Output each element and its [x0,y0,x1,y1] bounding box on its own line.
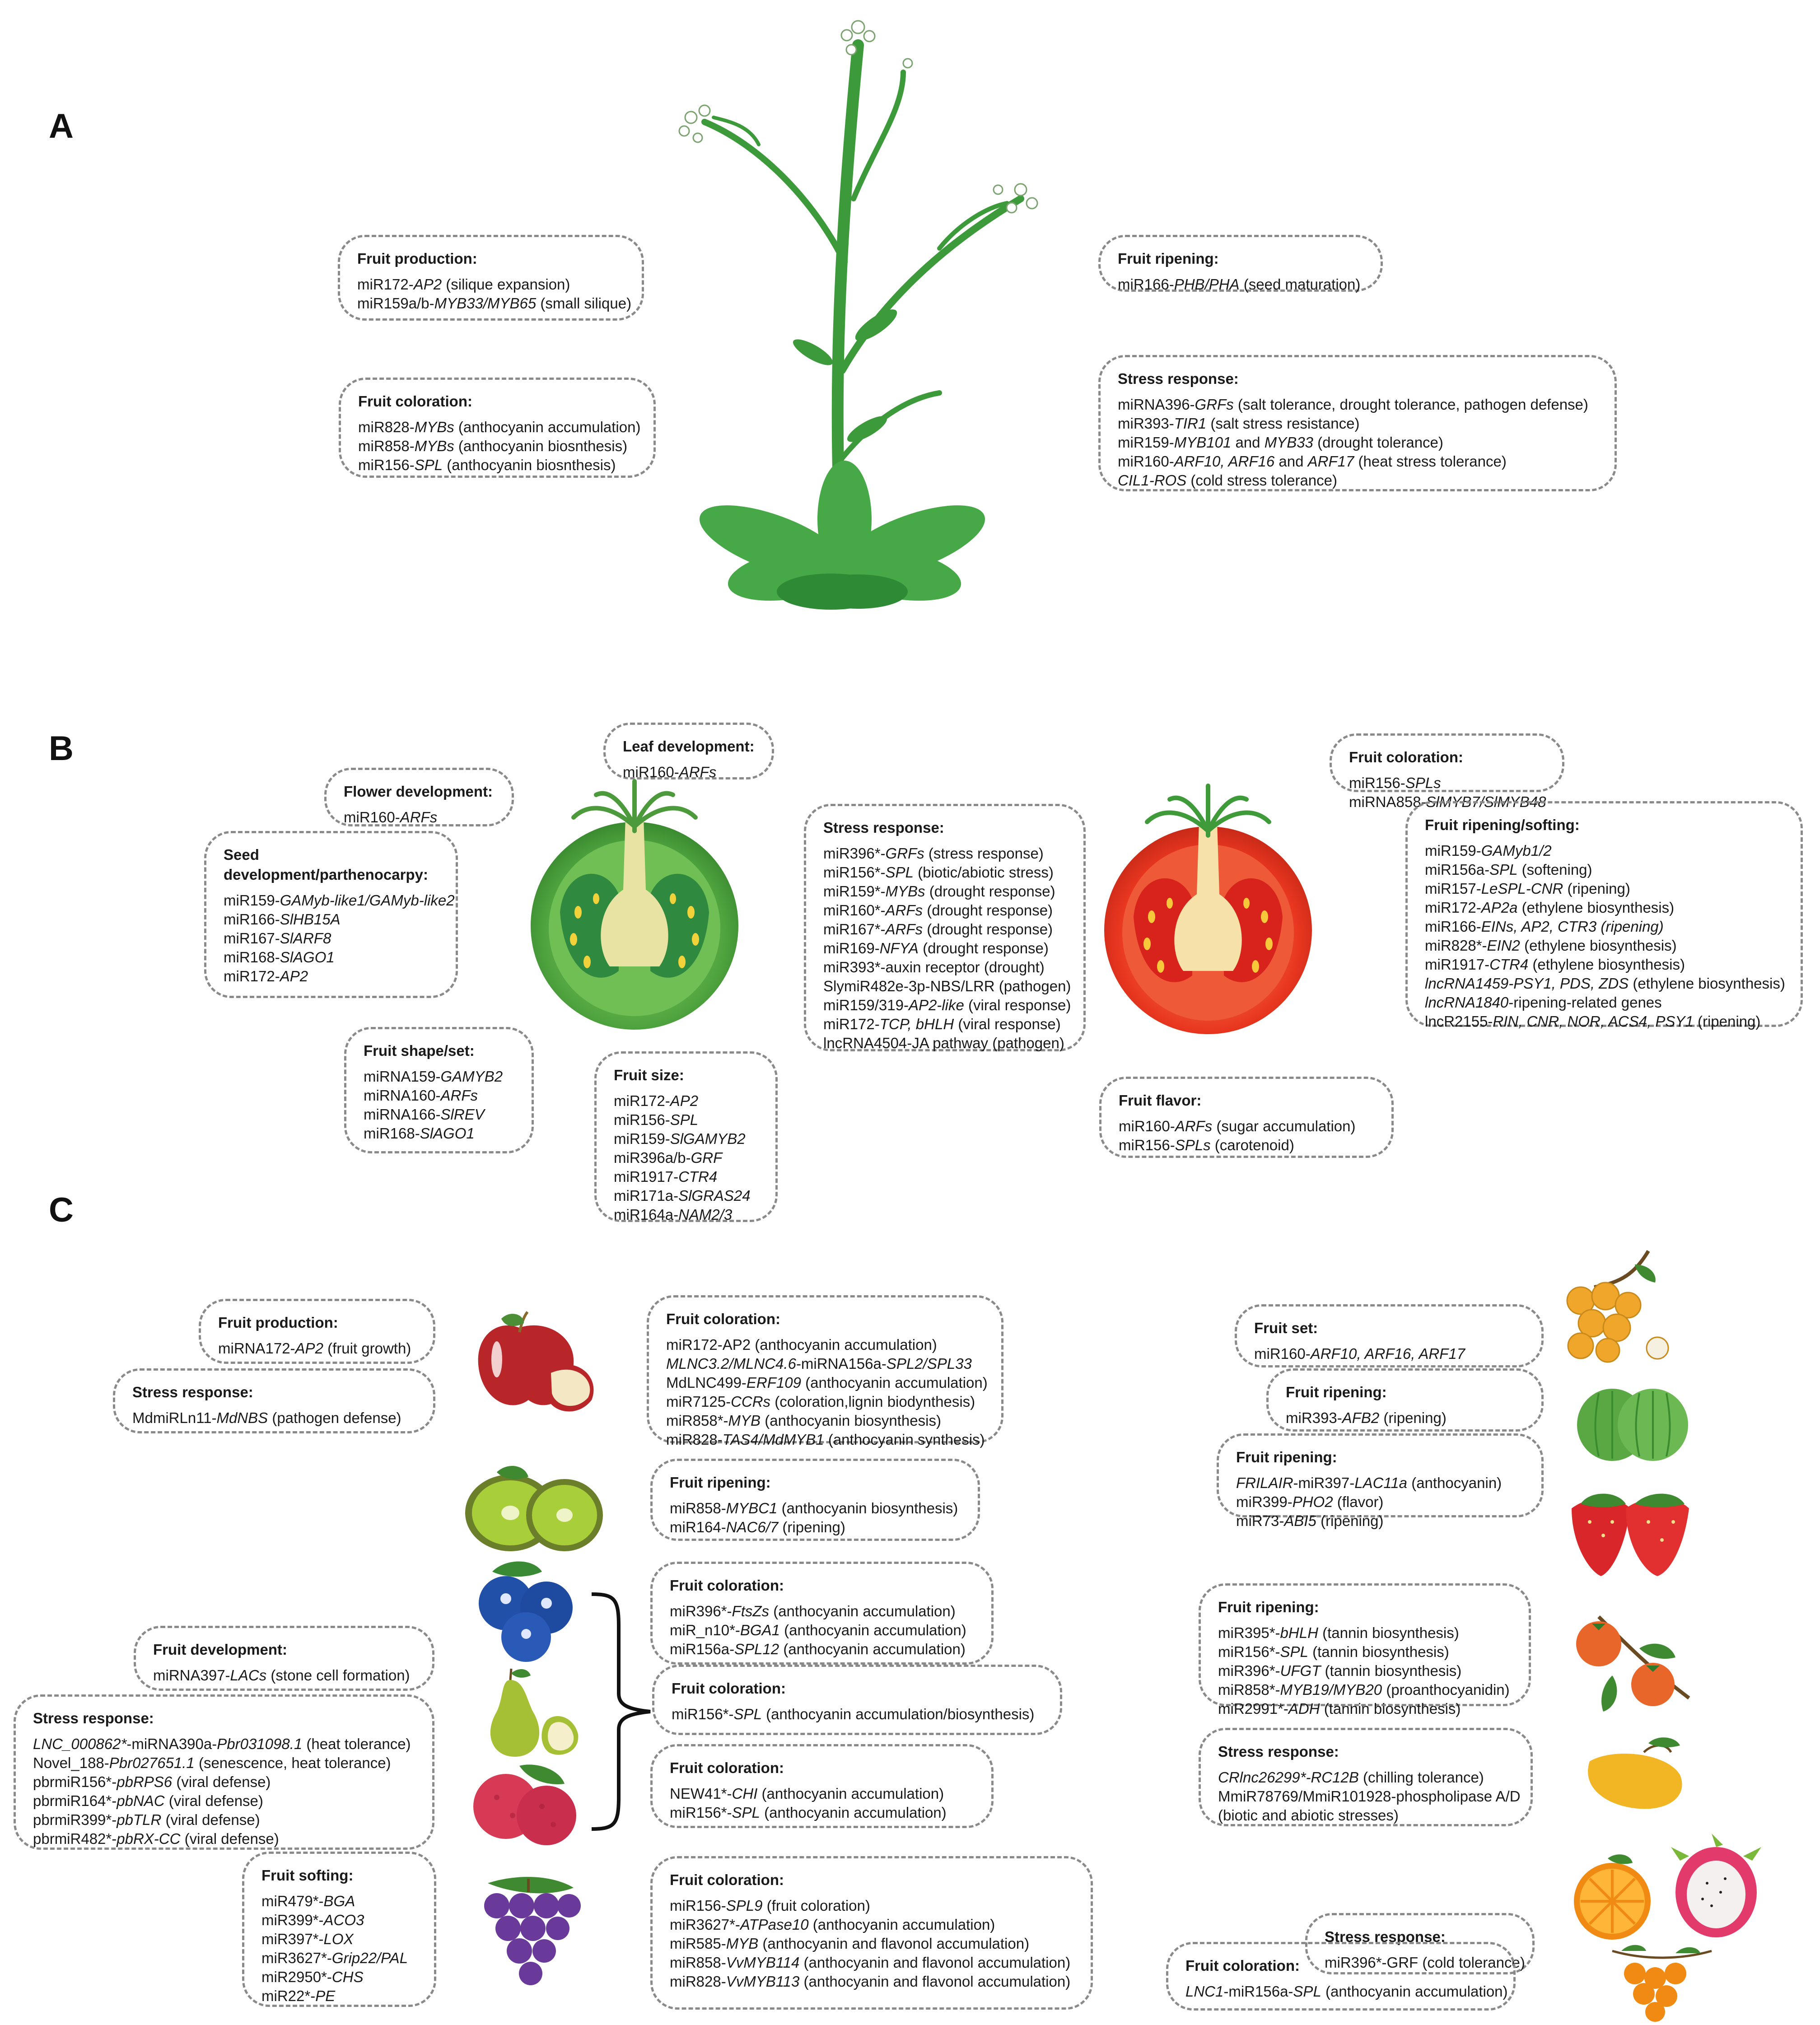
regulation-entry: miR399-PHO2 (flavor) [1236,1493,1384,1510]
box-b-fruit-size [594,1051,778,1222]
regulation-entry: miR396*-UFGT (tannin biosynthesis) [1218,1662,1462,1679]
regulation-entry: miR393-AFB2 (ripening) [1286,1409,1447,1426]
box-title: Stress response: [33,1710,154,1726]
regulation-entry: miR160-ARF10, ARF16, ARF17 [1254,1345,1465,1362]
regulation-entry: miR399*-ACO3 [261,1912,364,1928]
box-b-fruit-coloration [1330,733,1564,810]
regulation-entry: miR_n10*-BGA1 (anthocyanin accumulation) [670,1622,966,1638]
box-title: Fruit ripening: [1218,1599,1319,1615]
box-b-fruit-shape-set [344,1027,534,1153]
regulation-entry: miR3627*-Grip22/PAL [261,1950,408,1966]
box-c-pear-stress-response [14,1694,434,1850]
box-c-mango-stress-response [1199,1728,1533,1826]
regulation-entry: miR160-ARFs (sugar accumulation) [1119,1118,1356,1134]
regulation-entry: CRlnc26299*-RC12B (chilling tolerance) [1218,1769,1484,1786]
box-title: Fruit coloration: [666,1311,780,1327]
box-title: Fruit coloration: [358,393,472,410]
box-b-flower-development [324,768,514,826]
regulation-entry: miRNA159-GAMYB2 [364,1068,503,1085]
box-title: Leaf development: [623,738,755,755]
box-title: Fruit coloration: [670,1577,784,1594]
regulation-entry: miR171a-SlGRAS24 [614,1187,751,1204]
regulation-entry: miR166-EINs, AP2, CTR3 (ripening) [1425,918,1664,935]
box-title: Fruit coloration: [670,1759,784,1776]
regulation-entry: miR168-SlAGO1 [224,949,335,966]
box-title: Fruit production: [357,250,477,267]
regulation-entry: miR156-SPLs [1349,775,1441,791]
melon-icon [1576,1382,1689,1463]
box-b-seed-development [204,831,458,998]
regulation-entry: miR396*-FtsZs (anthocyanin accumulation) [670,1603,956,1619]
box-title: Fruit production: [218,1314,338,1331]
citrus-icon [1567,1852,1657,1942]
box-title: Fruit set: [1254,1320,1318,1336]
regulation-entry: pbrmiR164*-pbNAC (viral defense) [33,1792,263,1809]
regulation-entry: miR156-SPL (anthocyanin biosnthesis) [358,457,616,473]
box-title: Fruit coloration: [670,1871,784,1888]
regulation-entry: miR2950*-CHS [261,1969,364,1985]
regulation-entry: miR858-MYBs (anthocyanin biosnthesis) [358,438,628,454]
box-a-fruit-production [338,235,644,321]
box-c-lychee-fruit-coloration [650,1744,994,1828]
regulation-entry: miR172-AP2 [224,968,308,985]
regulation-entry: miR172-AP2a (ethylene biosynthesis) [1425,899,1675,916]
box-title: Fruit shape/set: [364,1042,475,1059]
red-tomato-illustration [1102,781,1314,1034]
regulation-entry: miR172-AP2 (silique expansion) [357,276,570,293]
regulation-entry: miR585-MYB (anthocyanin and flavonol accumulation) [670,1935,1030,1952]
box-title: Fruit ripening: [1286,1384,1387,1400]
regulation-entry: miR828*-EIN2 (ethylene biosynthesis) [1425,937,1677,954]
regulation-entry: miR393*-auxin receptor (drought) [823,959,1045,975]
regulation-entry: miRNA396-GRFs (salt tolerance, drought tolerance, pathogen defense) [1118,396,1588,413]
regulation-entry: FRILAIR-miR397-LAC11a (anthocyanin) [1236,1474,1502,1491]
regulation-entry: miR172-AP2 [614,1092,699,1109]
box-b-fruit-ripening-softing [1405,801,1803,1030]
regulation-entry: miR167*-ARFs (drought response) [823,921,1053,938]
box-a-fruit-coloration [339,378,656,478]
regulation-entry: miR156-SPL9 (fruit coloration) [670,1897,870,1914]
box-b-stress-response [804,804,1086,1051]
regulation-entry: miR159a/b-MYB33/MYB65 (small silique) [357,295,632,312]
regulation-entry: miR156*-SPL (biotic/abiotic stress) [823,864,1054,881]
box-c-persimmon-fruit-ripening [1199,1583,1531,1717]
regulation-entry: miR167-SlARF8 [224,930,331,947]
regulation-entry: miR164a-NAM2/3 [614,1206,733,1223]
box-c-kiwi-fruit-ripening [650,1459,980,1541]
regulation-entry: lncRNA4504-JA pathway (pathogen) [823,1035,1064,1051]
regulation-entry: miR828-TAS4/MdMYB1 (anthocyanin synthesis) [666,1431,985,1448]
regulation-entry: miR858-MYBC1 (anthocyanin biosynthesis) [670,1500,958,1516]
regulation-entry: miR156-SPLs (carotenoid) [1119,1137,1294,1153]
box-title: Fruit development: [153,1641,288,1658]
box-title: Fruit ripening: [1236,1449,1337,1465]
regulation-entry: CIL1-ROS (cold stress tolerance) [1118,472,1338,489]
regulation-entry: MdLNC499-ERF109 (anthocyanin accumulation) [666,1374,988,1391]
strawberry-icon [1563,1477,1698,1581]
box-title: Stress response: [1118,370,1239,387]
box-title: Stress response: [1218,1743,1339,1760]
regulation-entry: miR396*-GRFs (stress response) [823,845,1044,862]
box-b-fruit-flavor [1099,1077,1394,1158]
regulation-entry: miR828-MYBs (anthocyanin accumulation) [358,419,641,435]
box-c-strawberry-fruit-ripening [1217,1433,1544,1529]
regulation-entry: miR159-MYB101 and MYB33 (drought tolerance) [1118,434,1443,451]
regulation-entry: miR156*-SPL (anthocyanin accumulation) [670,1804,947,1821]
mango-icon [1576,1734,1689,1815]
blueberry-icon [465,1558,583,1666]
green-tomato-illustration [528,777,741,1030]
regulation-entry: LNC1-miR156a-SPL (anthocyanin accumulation) [1185,1983,1508,2000]
kiwi-icon [461,1463,605,1554]
regulation-entry: miRNA172-AP2 (fruit growth) [218,1340,411,1357]
box-a-fruit-ripening [1098,235,1383,292]
box-title: Flower development: [344,783,493,800]
box-c-shared-fruit-coloration [652,1665,1062,1735]
regulation-entry: miR168-SlAGO1 [364,1125,475,1142]
regulation-entry: lncRNA1459-PSY1, PDS, ZDS (ethylene biosynthesis) [1425,975,1785,992]
box-c-longan-fruit-set [1235,1304,1544,1367]
dragon-fruit-icon [1666,1834,1766,1942]
grape-icon [470,1874,587,2001]
longan-icon [1554,1246,1680,1364]
box-title: Fruit coloration: [1349,749,1463,765]
regulation-entry: miR159/319-AP2-like (viral response) [823,997,1071,1013]
box-title: Stress response: [1325,1928,1446,1945]
regulation-entry: miR172-AP2 (anthocyanin accumulation) [666,1336,937,1353]
regulation-entry: pbrmiR156*-pbRPS6 (viral defense) [33,1773,271,1790]
regulation-entry: miR166-SlHB15A [224,911,341,928]
box-b-leaf-development [603,723,774,779]
regulation-entry: miR156-SPL [614,1111,699,1128]
regulation-entry: miR393-TIR1 (salt stress resistance) [1118,415,1360,432]
regulation-entry: miR172-TCP, bHLH (viral response) [823,1016,1061,1032]
panel-label-a: A [49,107,74,145]
regulation-entry: miR169-NFYA (drought response) [823,940,1049,957]
regulation-entry: miR156a-SPL (softening) [1425,861,1592,878]
regulation-entry: miR73-ABI5 (ripening) [1236,1512,1384,1529]
regulation-entry: miR157-LeSPL-CNR (ripening) [1425,880,1630,897]
box-title: Fruit ripening: [1118,250,1219,267]
box-c-apple-stress-response [113,1368,435,1433]
regulation-entry: miR156a-SPL12 (anthocyanin accumulation) [670,1641,966,1657]
box-c-grape-fruit-softing [242,1852,436,2007]
regulation-entry: miR479*-BGA [261,1893,355,1909]
panel-label-b: B [49,729,74,768]
regulation-entry: miR159-GAMyb1/2 [1425,842,1552,859]
regulation-entry: lncR2155-RIN, CNR, NOR, ACS4, PSY1 (ripening) [1425,1013,1761,1030]
box-title: Seed development/parthenocarpy: [224,846,428,883]
box-title: Fruit coloration: [1185,1957,1300,1974]
lychee-icon [470,1761,583,1852]
regulation-entry: MLNC3.2/MLNC4.6-miRNA156a-SPL2/SPL33 [666,1355,972,1372]
regulation-entry: miR1917-CTR4 (ethylene biosynthesis) [1425,956,1685,973]
arabidopsis-plant-illustration [623,9,1075,619]
regulation-entry: miR159-GAMyb-like1/GAMyb-like2 [224,892,455,909]
regulation-entry: SlymiR482e-3p-NBS/LRR (pathogen) [823,978,1071,994]
regulation-entry: MdmiRLn11-MdNBS (pathogen defense) [132,1409,401,1426]
regulation-entry: miRNA166-SlREV [364,1106,485,1123]
box-title: Stress response: [823,819,944,836]
box-c-apple-fruit-coloration [647,1295,1003,1448]
panel-label-c: C [49,1191,74,1229]
box-c-fruit-coloration-lnc1-visible [1166,1942,1525,2011]
regulation-entry: miR396a/b-GRF [614,1149,723,1166]
regulation-entry: miRNA397-LACs (stone cell formation) [153,1667,410,1684]
box-title: Fruit coloration: [672,1680,786,1697]
apple-icon [470,1310,601,1414]
regulation-entry: pbrmiR482*-pbRX-CC (viral defense) [33,1830,279,1847]
regulation-entry: miR397*-LOX [261,1931,354,1947]
regulation-entry: NEW41*-CHI (anthocyanin accumulation) [670,1785,944,1802]
regulation-entry: miR858-VvMYB114 (anthocyanin and flavonol accumulation) [670,1954,1071,1971]
regulation-entry: miR395*-bHLH (tannin biosynthesis) [1218,1624,1459,1641]
regulation-entry: miR160-ARFs [623,764,717,780]
box-c-pear-fruit-development [134,1626,434,1691]
regulation-entry: Novel_188-Pbr027651.1 (senescence, heat tolerance) [33,1754,391,1771]
regulation-entry: miR160*-ARFs (drought response) [823,902,1053,919]
regulation-entry: miR166-PHB/PHA (seed maturation) [1118,276,1361,293]
box-title: Fruit size: [614,1067,684,1083]
box-c-melon-fruit-ripening [1266,1368,1544,1432]
regulation-entry: miR1917-CTR4 [614,1168,718,1185]
box-title: Fruit ripening/softing: [1425,817,1580,833]
regulation-entry: (biotic and abiotic stresses) [1218,1807,1399,1824]
box-title: Fruit flavor: [1119,1092,1202,1109]
regulation-entry: miR858*-MYB19/MYB20 (proanthocyanidin) [1218,1681,1510,1698]
regulation-entry: lncRNA1840-ripening-related genes [1425,994,1662,1011]
regulation-entry: miR164-NAC6/7 (ripening) [670,1519,845,1535]
grouping-bracket [587,1590,659,1834]
regulation-entry: miR160-ARF10, ARF16 and ARF17 (heat stress tolerance) [1118,453,1507,470]
regulation-entry: pbrmiR399*-pbTLR (viral defense) [33,1811,260,1828]
regulation-entry: MmiR78769/MmiR101928-phospholipase A/D [1218,1788,1521,1805]
regulation-entry: miR159*-MYBs (drought response) [823,883,1055,900]
regulation-entry: miRNA858-SlMYB7/SlMYB48 [1349,793,1546,810]
box-c-blueberry-fruit-coloration [650,1562,994,1665]
regulation-entry: miR7125-CCRs (coloration,lignin biodynthesis) [666,1393,975,1410]
regulation-entry: LNC_000862*-miRNA390a-Pbr031098.1 (heat tolerance) [33,1736,411,1752]
regulation-entry: miR159-SlGAMYB2 [614,1130,746,1147]
box-title: Fruit ripening: [670,1474,771,1491]
box-c-grape-fruit-coloration [650,1856,1093,2010]
box-title: Stress response: [132,1384,253,1400]
regulation-entry: miR828-VvMYB113 (anthocyanin and flavonol accumulation) [670,1973,1071,1990]
persimmon-icon [1572,1608,1703,1721]
sea-buckthorn-icon [1608,1942,1716,2023]
regulation-entry: miR22*-PE [261,1988,336,2004]
box-a-stress-response [1098,355,1617,491]
box-c-apple-fruit-production [199,1299,435,1364]
regulation-entry: miR160-ARFs [344,809,438,826]
regulation-entry: miR3627*-ATPase10 (anthocyanin accumulation) [670,1916,995,1933]
regulation-entry: miR2991*-ADH (tannin biosynthesis) [1218,1700,1461,1717]
regulation-entry: miR858*-MYB (anthocyanin biosynthesis) [666,1412,941,1429]
regulation-entry: miR396*-GRF (cold tolerance) [1325,1954,1525,1971]
regulation-entry: miR156*-SPL (anthocyanin accumulation/biosynthesis) [672,1706,1035,1722]
regulation-entry: miR156*-SPL (tannin biosynthesis) [1218,1643,1449,1660]
pear-icon [483,1666,587,1761]
box-title: Fruit softing: [261,1867,354,1884]
regulation-entry: miRNA160-ARFs [364,1087,478,1104]
